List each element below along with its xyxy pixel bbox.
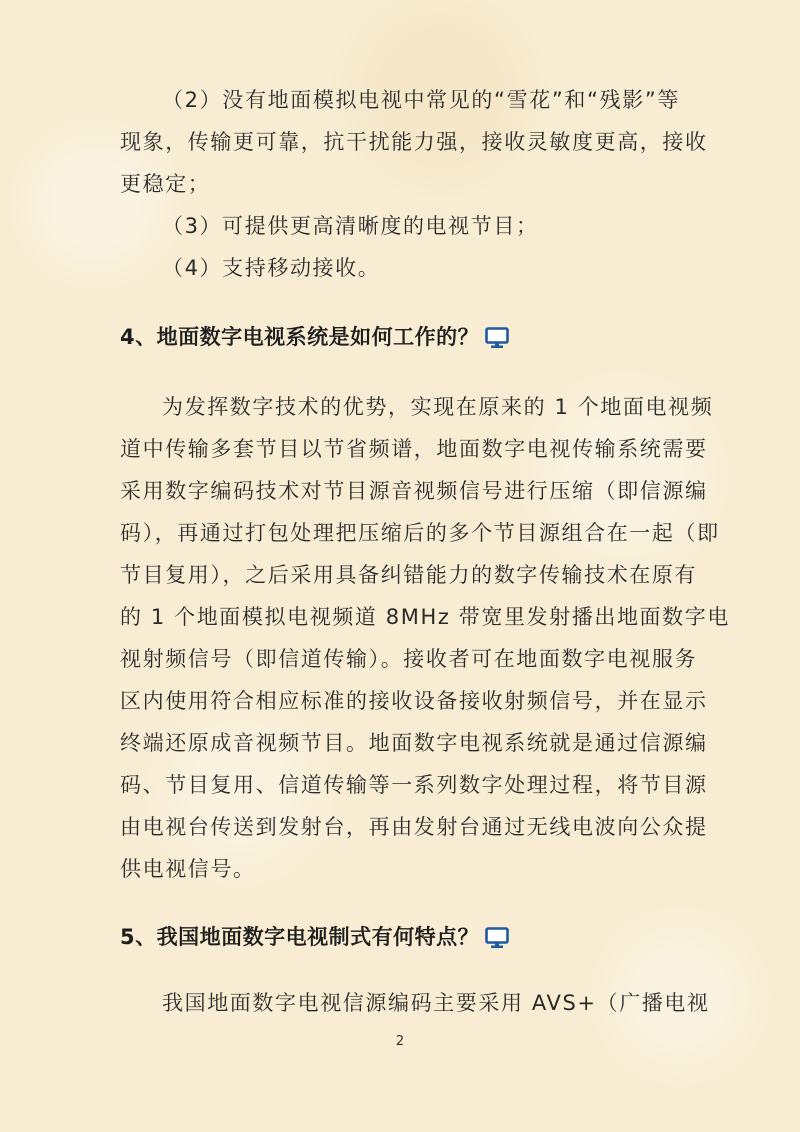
- tv-monitor-icon: [485, 327, 509, 357]
- section-4-paragraph-line: 节目复用），之后采用具备纠错能力的数字传输技术在原有: [120, 563, 698, 587]
- section-4-paragraph-line: 码），再通过打包处理把压缩后的多个节目源组合在一起（即: [120, 521, 720, 545]
- section-4-paragraph-line: 区内使用符合相应标准的接收设备接收射频信号，并在显示: [120, 689, 708, 713]
- section-5-heading: [120, 922, 509, 957]
- section-4-paragraph-line: 终端还原成音视频节目。地面数字电视系统就是通过信源编: [120, 731, 708, 755]
- item-4: （4）支持移动接收。: [162, 256, 381, 280]
- tv-monitor-icon: [485, 927, 509, 957]
- item-2-line-1: （2）没有地面模拟电视中常见的“雪花”和“残影”等: [162, 88, 680, 112]
- page-number: 2: [395, 1034, 405, 1049]
- section-4-paragraph-line: 的 1 个地面模拟电视频道 8MHz 带宽里发射播出地面数字电: [120, 605, 730, 629]
- item-2-line-2: 现象，传输更可靠，抗干扰能力强，接收灵敏度更高，接收: [120, 130, 708, 154]
- section-5-heading-text: 5、我国地面数字电视制式有何特点？: [120, 925, 480, 949]
- section-4-heading: [120, 322, 509, 357]
- section-5-paragraph-line: 我国地面数字电视信源编码主要采用 AVS+（广播电视: [162, 991, 710, 1015]
- section-4-paragraph-line: 由电视台传送到发射台，再由发射台通过无线电波向公众提: [120, 815, 708, 839]
- section-4-paragraph-line: 供电视信号。: [120, 857, 256, 881]
- item-2-line-3: 更稳定；: [120, 172, 211, 196]
- section-4-paragraph-line: 为发挥数字技术的优势，实现在原来的 1 个地面电视频: [162, 395, 714, 419]
- section-4-paragraph-line: 视射频信号（即信道传输）。接收者可在地面数字电视服务: [120, 647, 698, 671]
- item-3: （3）可提供更高清晰度的电视节目；: [162, 214, 539, 238]
- section-4-paragraph-line: 采用数字编码技术对节目源音视频信号进行压缩（即信源编: [120, 479, 708, 503]
- section-4-heading-text: 4、地面数字电视系统是如何工作的？: [120, 325, 480, 349]
- section-4-paragraph-line: 码、节目复用、信道传输等一系列数字处理过程，将节目源: [120, 773, 708, 797]
- section-4-paragraph-line: 道中传输多套节目以节省频谱，地面数字电视传输系统需要: [120, 437, 708, 461]
